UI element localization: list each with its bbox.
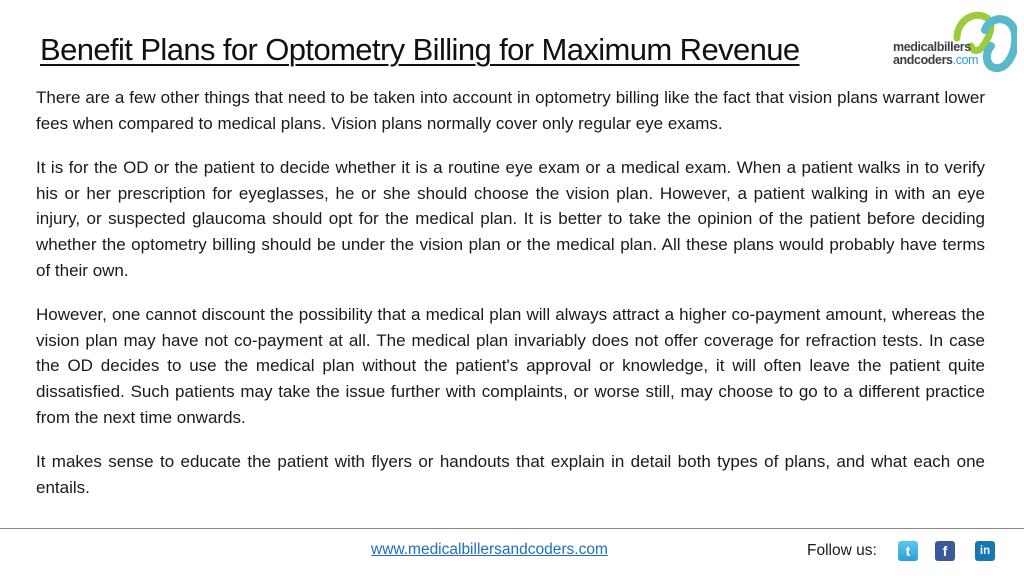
twitter-icon[interactable]: t — [898, 541, 918, 561]
footer-divider — [0, 528, 1024, 529]
facebook-icon[interactable]: f — [935, 541, 955, 561]
paragraph: It is for the OD or the patient to decide whether it is a routine eye exam or a medical exam. When a patient walks in to verify his or her prescription for eyeglasses, he or she should choose the vision plan. However, a patient walking in with an eye injury, or suspected glaucoma should opt for the medical plan. It is better to take the opinion of the patient before deciding whether the optometry billing should be under the vision plan or the medical plan. All these plans would probably have terms of their own. — [36, 158, 985, 280]
linkedin-icon[interactable]: in — [975, 541, 995, 561]
paragraph: It makes sense to educate the patient with flyers or handouts that explain in detail both types of plans, and what each one entails. — [36, 452, 985, 497]
paragraph: There are a few other things that need to be taken into account in optometry billing like the fact that vision plans warrant lower fees when compared to medical plans. Vision plans normally cover only regular eye exams. — [36, 88, 985, 133]
logo-wordmark — [893, 41, 978, 67]
company-logo — [891, 8, 1017, 76]
logo-line-2-accent: .com — [952, 53, 979, 67]
website-link[interactable]: www.medicalbillersandcoders.com — [371, 541, 608, 558]
paragraph: However, one cannot discount the possibility that a medical plan will always attract a higher co-payment amount, whereas the vision plan may have not co-payment at all. The medical plan invariably does not offer coverage for refraction tests. In case the OD decides to use the medical plan without the patient's approval or knowledge, it will often leave the patient quite dissatisfied. Such patients may take the issue further with complaints, or worse still, may choose to go to a different practice from the next time onwards. — [36, 305, 985, 427]
logo-line-1: medicalbillers — [893, 40, 971, 54]
follow-us-label: Follow us: — [807, 542, 877, 559]
body-text — [36, 85, 985, 519]
slide-title: Benefit Plans for Optometry Billing for Maximum Revenue — [40, 32, 800, 67]
logo-line-2-main: andcoders — [893, 53, 953, 67]
logo-line-2 — [893, 54, 978, 67]
